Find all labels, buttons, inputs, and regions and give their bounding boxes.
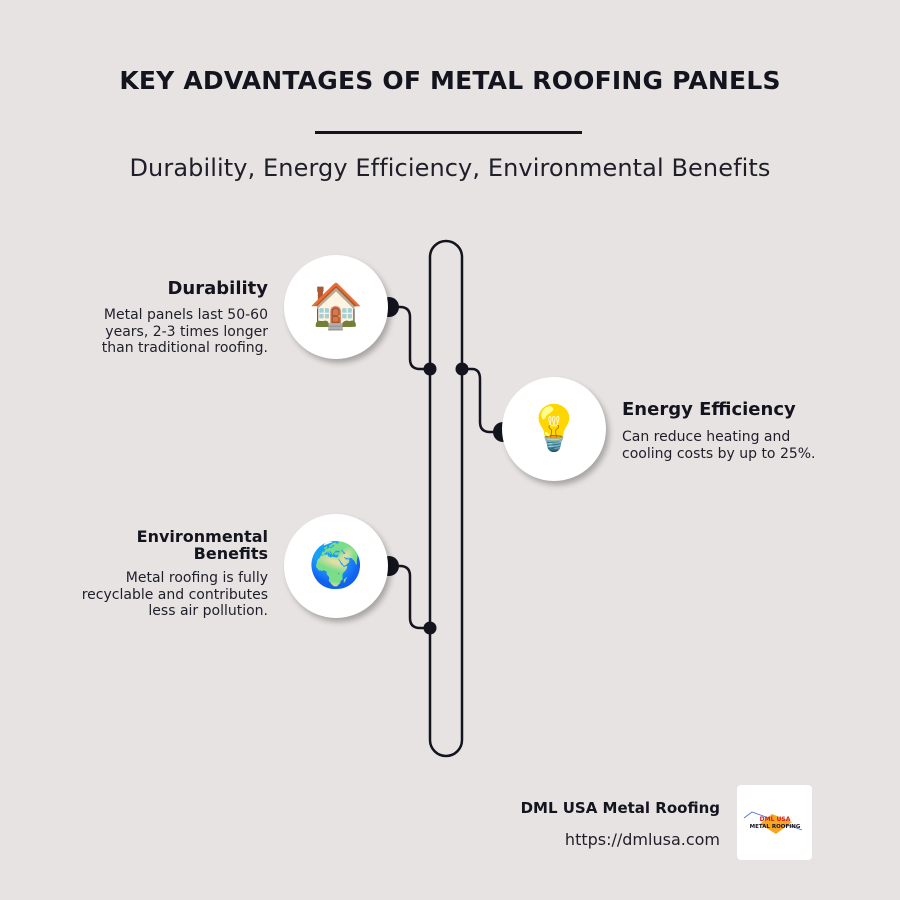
durability-title: Durability bbox=[167, 278, 268, 299]
environmental-connector bbox=[389, 566, 430, 628]
energy-connector bbox=[462, 369, 503, 432]
environmental-description: Metal roofing is fully recyclable and contributes less air pollution. bbox=[81, 570, 268, 619]
environmental-node-small bbox=[424, 622, 437, 635]
brand-logo bbox=[737, 785, 812, 860]
environmental-title: Environmental Benefits bbox=[136, 527, 268, 563]
lightbulb-icon: 💡 bbox=[526, 404, 582, 453]
durability-icon-circle bbox=[284, 255, 388, 359]
energy-icon-circle bbox=[502, 377, 606, 481]
energy-title: Energy Efficiency bbox=[622, 399, 796, 420]
globe-icon: 🌍 bbox=[308, 541, 364, 590]
brand-url-link[interactable]: https://dmlusa.com bbox=[564, 830, 720, 849]
durability-node-small bbox=[424, 363, 437, 376]
energy-node-small bbox=[456, 363, 469, 376]
page-subtitle: Durability, Energy Efficiency, Environmental Benefits bbox=[129, 154, 771, 182]
energy-description: Can reduce heating and cooling costs by up to 25%. bbox=[622, 429, 816, 462]
environmental-icon-circle bbox=[284, 514, 388, 618]
house-icon: 🏠 bbox=[308, 282, 364, 331]
main-loop-path bbox=[430, 241, 462, 756]
durability-connector bbox=[389, 307, 430, 369]
brand-name: DML USA Metal Roofing bbox=[520, 799, 720, 817]
svg-text:METAL ROOFING: METAL ROOFING bbox=[749, 823, 800, 830]
svg-text:DML USA: DML USA bbox=[759, 815, 790, 823]
dml-logo-icon bbox=[742, 806, 808, 840]
page-title: KEY ADVANTAGES OF METAL ROOFING PANELS bbox=[119, 66, 781, 95]
durability-description: Metal panels last 50-60 years, 2-3 times longer than traditional roofing. bbox=[101, 307, 268, 356]
